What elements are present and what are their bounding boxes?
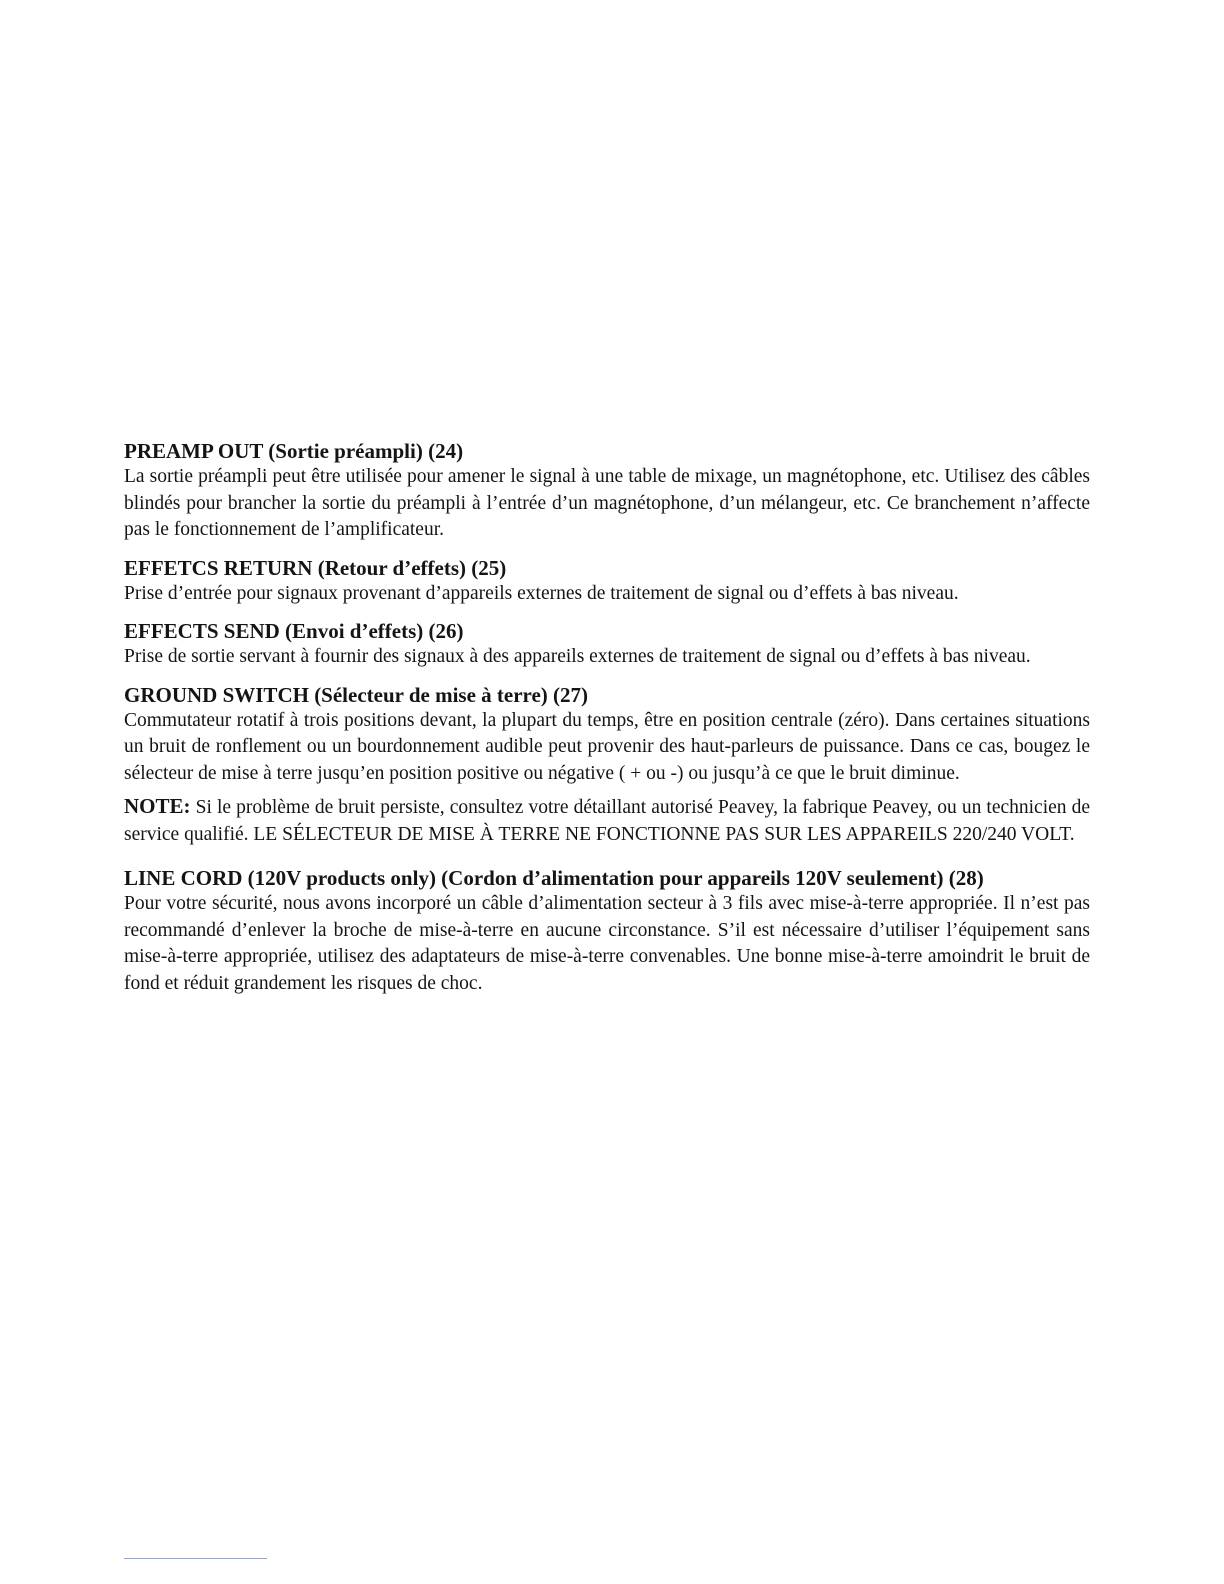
section-line-cord	[124, 865, 1090, 997]
section-body: Prise d’entrée pour signaux provenant d’appareils externes de traitement de signal ou d’effets à bas niveau.	[124, 582, 959, 604]
note-body: Si le problème de bruit persiste, consultez votre détaillant autorisé Peavey, la fabrique Peavey, ou un technicien de service qualifié. LE SÉLECTEUR DE MISE À TERRE NE FONCTIONNE PAS SUR LES APPAREILS 220/240 VOLT.	[124, 797, 1091, 845]
note-paragraph	[124, 793, 1090, 848]
section-ground-switch	[124, 682, 1090, 849]
section-body: Prise de sortie servant à fournir des signaux à des appareils externes de traitement de signal ou d’effets à bas niveau.	[124, 646, 1031, 667]
section-effects-return	[124, 555, 1090, 608]
page-content	[124, 438, 1090, 1008]
footer-rule	[124, 1558, 267, 1559]
section-heading: EFFECTS SEND (Envoi d’effets) (26)	[124, 619, 464, 643]
note-label: NOTE:	[124, 794, 191, 818]
section-preamp-out	[124, 438, 1090, 544]
section-heading: GROUND SWITCH (Sélecteur de mise à terre) (27)	[124, 682, 589, 707]
section-body: Commutateur rotatif à trois positions devant, la plupart du temps, être en position centrale (zéro). Dans certaines situations un bruit de ronflement ou un bourdonnement audible peut provenir des haut-parleurs de puissance. Dans ce cas, bougez le sélecteur de mise à terre jusqu’en position positive ou négative ( + ou -) ou jusqu’à ce que le bruit diminue.	[124, 709, 1090, 784]
section-body: Pour votre sécurité, nous avons incorporé un câble d’alimentation secteur à 3 fils avec mise-à-terre appropriée. Il n’est pas recommandé d’enlever la broche de mise-à-terre en aucune circonstance. S’il est nécessaire d’utiliser l’équipement sans mise-à-terre appropriée, utilisez des adaptateurs de mise-à-terre convenables. Une bonne mise-à-terre amoindrit le bruit de fond et réduit grandement les risques de choc.	[124, 893, 1090, 994]
section-heading: LINE CORD (120V products only) (Cordon d’alimentation pour appareils 120V seulement) (28)	[124, 866, 984, 890]
section-heading: EFFETCS RETURN (Retour d’effets) (25)	[124, 555, 507, 580]
section-heading: PREAMP OUT (Sortie préampli) (24)	[124, 439, 464, 463]
section-effects-send	[124, 618, 1090, 671]
section-body: La sortie préampli peut être utilisée pour amener le signal à une table de mixage, un magnétophone, etc. Utilisez des câbles blindés pour brancher la sortie du préampli à l’entrée d’un magnétophone, d’un mélangeur, etc. Ce branchement n’affecte pas le fonctionnement de l’amplificateur.	[124, 466, 1090, 540]
